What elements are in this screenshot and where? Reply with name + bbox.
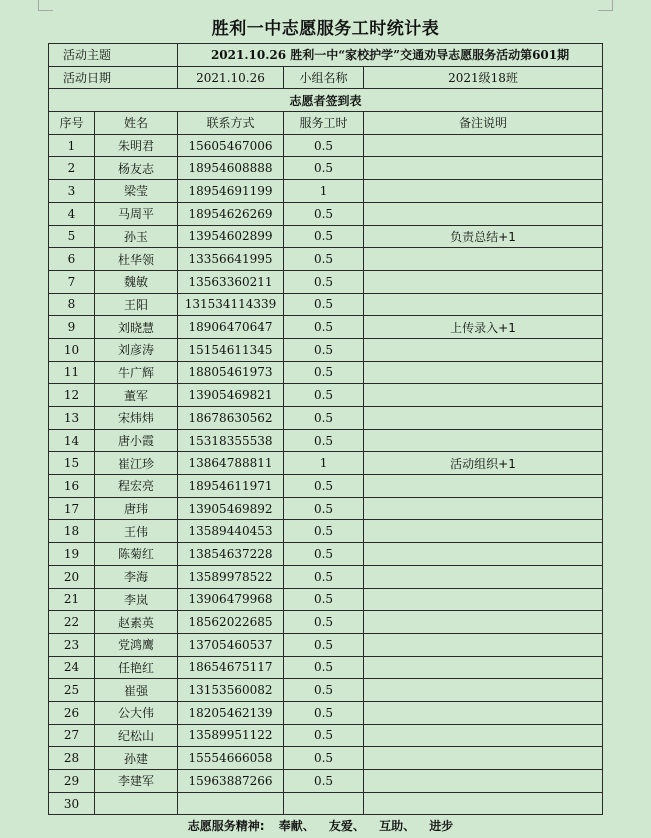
volunteer-name: 唐玮 bbox=[95, 497, 178, 520]
volunteer-name: 陈菊红 bbox=[95, 543, 178, 566]
group-label: 小组名称 bbox=[284, 66, 364, 89]
row-number: 12 bbox=[49, 384, 95, 407]
motto-item: 奉献、 bbox=[278, 819, 315, 833]
volunteer-name: 杜华领 bbox=[95, 248, 178, 271]
topic-row bbox=[49, 44, 603, 67]
phone-number: 13954602899 bbox=[178, 225, 284, 248]
remark bbox=[364, 588, 603, 611]
phone-number: 13905469892 bbox=[178, 497, 284, 520]
motto-item: 互助、 bbox=[379, 819, 416, 833]
group-value: 2021级18班 bbox=[364, 66, 603, 89]
table-row bbox=[49, 747, 603, 770]
row-number: 26 bbox=[49, 701, 95, 724]
column-header: 服务工时 bbox=[284, 112, 364, 135]
volunteer-name: 党鸿鹰 bbox=[95, 633, 178, 656]
remark: 负责总结+1 bbox=[364, 225, 603, 248]
phone-number: 18906470647 bbox=[178, 316, 284, 339]
table-row bbox=[49, 679, 603, 702]
motto-item: 友爱、 bbox=[328, 819, 365, 833]
service-hours: 0.5 bbox=[284, 338, 364, 361]
phone-number: 13854637228 bbox=[178, 543, 284, 566]
remark bbox=[364, 770, 603, 793]
service-hours: 0.5 bbox=[284, 611, 364, 634]
phone-number: 18678630562 bbox=[178, 407, 284, 430]
service-hours: 0.5 bbox=[284, 293, 364, 316]
remark bbox=[364, 157, 603, 180]
phone-number: 13705460537 bbox=[178, 633, 284, 656]
remark bbox=[364, 520, 603, 543]
remark: 上传录入+1 bbox=[364, 316, 603, 339]
row-number: 28 bbox=[49, 747, 95, 770]
row-number: 5 bbox=[49, 225, 95, 248]
service-hours: 0.5 bbox=[284, 701, 364, 724]
remark bbox=[364, 338, 603, 361]
row-number: 2 bbox=[49, 157, 95, 180]
row-number: 10 bbox=[49, 338, 95, 361]
service-hours: 0.5 bbox=[284, 429, 364, 452]
table-row bbox=[49, 611, 603, 634]
phone-number: 18954608888 bbox=[178, 157, 284, 180]
phone-number bbox=[178, 792, 284, 815]
volunteer-name: 赵素英 bbox=[95, 611, 178, 634]
row-number: 16 bbox=[49, 475, 95, 498]
row-number: 14 bbox=[49, 429, 95, 452]
row-number: 1 bbox=[49, 134, 95, 157]
remark bbox=[364, 497, 603, 520]
service-hours: 0.5 bbox=[284, 633, 364, 656]
row-number: 8 bbox=[49, 293, 95, 316]
table-row bbox=[49, 701, 603, 724]
table-row bbox=[49, 770, 603, 793]
table-row bbox=[49, 497, 603, 520]
table-row bbox=[49, 225, 603, 248]
remark bbox=[364, 384, 603, 407]
service-hours: 0.5 bbox=[284, 656, 364, 679]
service-hours bbox=[284, 792, 364, 815]
service-hours: 0.5 bbox=[284, 588, 364, 611]
service-hours: 0.5 bbox=[284, 316, 364, 339]
volunteer-name: 李海 bbox=[95, 565, 178, 588]
remark bbox=[364, 248, 603, 271]
table-row bbox=[49, 248, 603, 271]
table-row bbox=[49, 543, 603, 566]
date-value: 2021.10.26 bbox=[178, 66, 284, 89]
table-row bbox=[49, 429, 603, 452]
phone-number: 15554666058 bbox=[178, 747, 284, 770]
table-row bbox=[49, 633, 603, 656]
volunteer-name: 孙玉 bbox=[95, 225, 178, 248]
table-row bbox=[49, 475, 603, 498]
row-number: 23 bbox=[49, 633, 95, 656]
volunteer-name: 纪松山 bbox=[95, 724, 178, 747]
signin-title: 志愿者签到表 bbox=[49, 89, 603, 112]
table-row bbox=[49, 724, 603, 747]
service-hours: 0.5 bbox=[284, 679, 364, 702]
remark bbox=[364, 565, 603, 588]
row-number: 20 bbox=[49, 565, 95, 588]
row-number: 7 bbox=[49, 270, 95, 293]
phone-number: 13589978522 bbox=[178, 565, 284, 588]
volunteer-name: 朱明君 bbox=[95, 134, 178, 157]
volunteer-name: 刘彦涛 bbox=[95, 338, 178, 361]
service-hours: 0.5 bbox=[284, 407, 364, 430]
row-number: 27 bbox=[49, 724, 95, 747]
volunteer-name: 魏敏 bbox=[95, 270, 178, 293]
remark bbox=[364, 134, 603, 157]
service-hours: 0.5 bbox=[284, 770, 364, 793]
phone-number: 15154611345 bbox=[178, 338, 284, 361]
service-hours: 0.5 bbox=[284, 475, 364, 498]
row-number: 15 bbox=[49, 452, 95, 475]
page-corner-mark-right bbox=[598, 0, 613, 11]
phone-number: 13589951122 bbox=[178, 724, 284, 747]
table-row bbox=[49, 338, 603, 361]
volunteer-name: 李岚 bbox=[95, 588, 178, 611]
volunteer-name: 宋炜炜 bbox=[95, 407, 178, 430]
remark bbox=[364, 633, 603, 656]
motto-item: 进步 bbox=[429, 819, 454, 833]
volunteer-name: 李建军 bbox=[95, 770, 178, 793]
row-number: 30 bbox=[49, 792, 95, 815]
phone-number: 18954691199 bbox=[178, 180, 284, 203]
service-hours: 1 bbox=[284, 452, 364, 475]
table-row bbox=[49, 316, 603, 339]
remark bbox=[364, 611, 603, 634]
table-row bbox=[49, 293, 603, 316]
volunteer-name: 王伟 bbox=[95, 520, 178, 543]
volunteer-name: 董军 bbox=[95, 384, 178, 407]
volunteer-name: 公大伟 bbox=[95, 701, 178, 724]
phone-number: 13905469821 bbox=[178, 384, 284, 407]
table-row bbox=[49, 157, 603, 180]
volunteer-name bbox=[95, 792, 178, 815]
date-label: 活动日期 bbox=[49, 66, 178, 89]
table-row bbox=[49, 361, 603, 384]
table-row bbox=[49, 588, 603, 611]
table-row bbox=[49, 384, 603, 407]
service-hours: 0.5 bbox=[284, 225, 364, 248]
phone-number: 18562022685 bbox=[178, 611, 284, 634]
row-number: 21 bbox=[49, 588, 95, 611]
remark bbox=[364, 701, 603, 724]
phone-number: 13864788811 bbox=[178, 452, 284, 475]
row-number: 25 bbox=[49, 679, 95, 702]
service-hours: 0.5 bbox=[284, 747, 364, 770]
volunteer-name: 崔强 bbox=[95, 679, 178, 702]
remark bbox=[364, 429, 603, 452]
row-number: 11 bbox=[49, 361, 95, 384]
service-hours: 0.5 bbox=[284, 565, 364, 588]
volunteer-name: 程宏亮 bbox=[95, 475, 178, 498]
phone-number: 13356641995 bbox=[178, 248, 284, 271]
table-row bbox=[49, 134, 603, 157]
row-number: 4 bbox=[49, 202, 95, 225]
page-corner-mark-left bbox=[38, 0, 53, 11]
service-hours: 0.5 bbox=[284, 248, 364, 271]
row-number: 18 bbox=[49, 520, 95, 543]
service-hours: 0.5 bbox=[284, 134, 364, 157]
phone-number: 15963887266 bbox=[178, 770, 284, 793]
table-row bbox=[49, 565, 603, 588]
remark bbox=[364, 270, 603, 293]
volunteer-name: 梁莹 bbox=[95, 180, 178, 203]
row-number: 6 bbox=[49, 248, 95, 271]
volunteer-name: 马周平 bbox=[95, 202, 178, 225]
remark bbox=[364, 202, 603, 225]
column-header: 联系方式 bbox=[178, 112, 284, 135]
phone-number: 18805461973 bbox=[178, 361, 284, 384]
volunteer-name: 任艳红 bbox=[95, 656, 178, 679]
remark bbox=[364, 747, 603, 770]
date-row bbox=[49, 66, 603, 89]
remark bbox=[364, 293, 603, 316]
remark bbox=[364, 656, 603, 679]
remark bbox=[364, 679, 603, 702]
row-number: 24 bbox=[49, 656, 95, 679]
phone-number: 15605467006 bbox=[178, 134, 284, 157]
phone-number: 18205462139 bbox=[178, 701, 284, 724]
remark bbox=[364, 724, 603, 747]
volunteer-name: 王阳 bbox=[95, 293, 178, 316]
remark bbox=[364, 792, 603, 815]
remark bbox=[364, 407, 603, 430]
service-hours: 0.5 bbox=[284, 520, 364, 543]
topic-value: 2021.10.26 胜利一中“家校护学”交通劝导志愿服务活动第601期 bbox=[178, 44, 603, 67]
motto-label: 志愿服务精神: bbox=[187, 819, 265, 833]
column-header: 序号 bbox=[49, 112, 95, 135]
row-number: 13 bbox=[49, 407, 95, 430]
row-number: 17 bbox=[49, 497, 95, 520]
topic-label: 活动主题 bbox=[49, 44, 178, 67]
volunteer-name: 唐小霞 bbox=[95, 429, 178, 452]
phone-number: 18654675117 bbox=[178, 656, 284, 679]
table-row bbox=[49, 202, 603, 225]
row-number: 3 bbox=[49, 180, 95, 203]
volunteer-name: 孙建 bbox=[95, 747, 178, 770]
service-hours: 0.5 bbox=[284, 202, 364, 225]
column-header: 姓名 bbox=[95, 112, 178, 135]
phone-number: 18954626269 bbox=[178, 202, 284, 225]
phone-number: 13153560082 bbox=[178, 679, 284, 702]
volunteer-name: 崔江珍 bbox=[95, 452, 178, 475]
service-hours: 1 bbox=[284, 180, 364, 203]
service-hours: 0.5 bbox=[284, 361, 364, 384]
service-hours: 0.5 bbox=[284, 157, 364, 180]
service-hours: 0.5 bbox=[284, 270, 364, 293]
remark: 活动组织+1 bbox=[364, 452, 603, 475]
service-hours: 0.5 bbox=[284, 543, 364, 566]
phone-number: 15318355538 bbox=[178, 429, 284, 452]
column-header: 备注说明 bbox=[364, 112, 603, 135]
table-row bbox=[49, 452, 603, 475]
service-hours: 0.5 bbox=[284, 724, 364, 747]
volunteer-name: 杨友志 bbox=[95, 157, 178, 180]
row-number: 22 bbox=[49, 611, 95, 634]
table-row bbox=[49, 407, 603, 430]
phone-number: 18954611971 bbox=[178, 475, 284, 498]
table-row bbox=[49, 180, 603, 203]
row-number: 9 bbox=[49, 316, 95, 339]
document-title: 胜利一中志愿服务工时统计表 bbox=[211, 19, 440, 39]
volunteer-spirit-motto bbox=[0, 817, 651, 834]
service-hours: 0.5 bbox=[284, 384, 364, 407]
volunteer-name: 牛广辉 bbox=[95, 361, 178, 384]
remark bbox=[364, 361, 603, 384]
volunteer-hours-table bbox=[48, 43, 603, 815]
remark bbox=[364, 475, 603, 498]
table-row bbox=[49, 656, 603, 679]
table-row bbox=[49, 792, 603, 815]
column-header-row bbox=[49, 112, 603, 135]
row-number: 19 bbox=[49, 543, 95, 566]
row-number: 29 bbox=[49, 770, 95, 793]
phone-number: 131534114339 bbox=[178, 293, 284, 316]
signin-title-row bbox=[49, 89, 603, 112]
service-hours: 0.5 bbox=[284, 497, 364, 520]
phone-number: 13563360211 bbox=[178, 270, 284, 293]
remark bbox=[364, 180, 603, 203]
table-row bbox=[49, 270, 603, 293]
phone-number: 13589440453 bbox=[178, 520, 284, 543]
table-row bbox=[49, 520, 603, 543]
volunteer-name: 刘晓慧 bbox=[95, 316, 178, 339]
phone-number: 13906479968 bbox=[178, 588, 284, 611]
remark bbox=[364, 543, 603, 566]
